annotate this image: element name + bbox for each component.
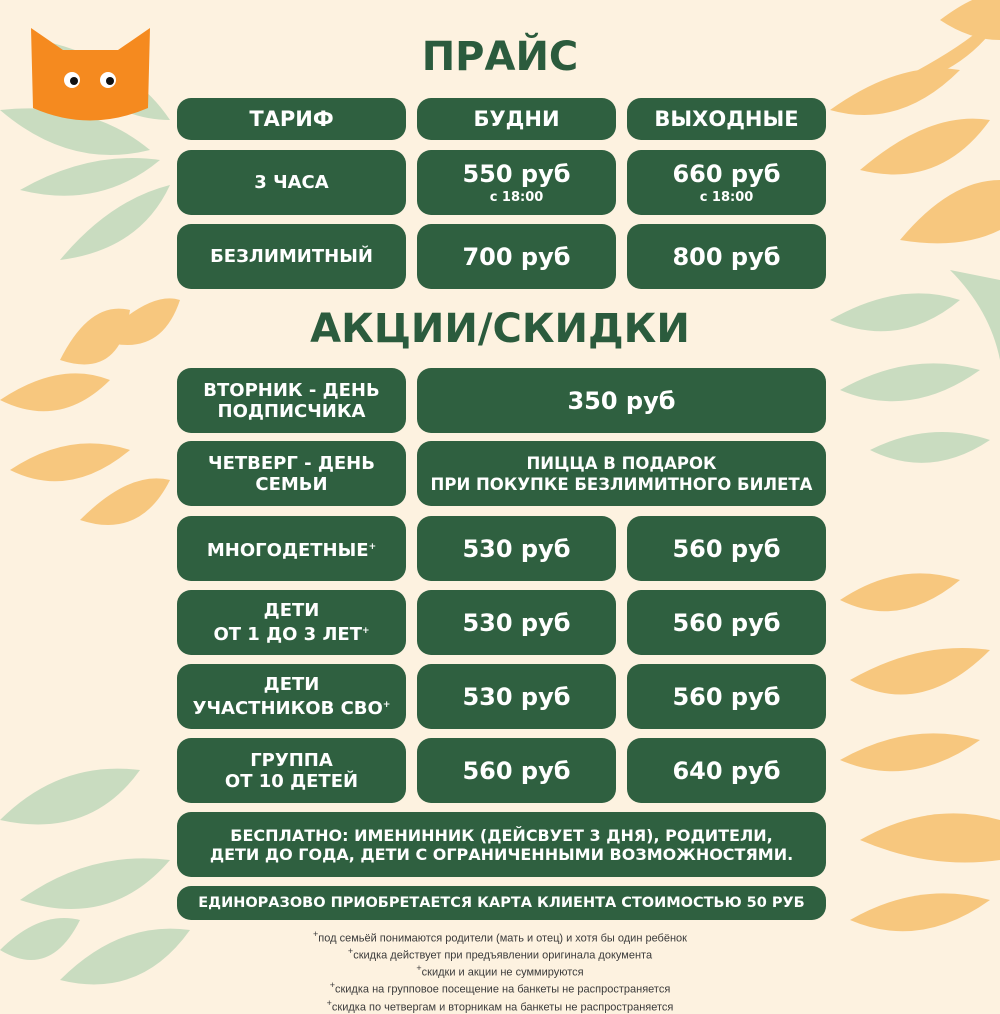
discount-svo-kids-weekend: 560 руб: [627, 664, 826, 729]
label-line: УЧАСТНИКОВ СВО+: [192, 698, 391, 719]
header-weekends: ВЫХОДНЫЕ: [627, 98, 826, 140]
label-line: ЧЕТВЕРГ - ДЕНЬ: [208, 452, 375, 474]
tariff-unlimited-weekend: 800 руб: [627, 224, 826, 289]
price-title: ПРАЙС: [421, 34, 579, 80]
value-line: ПРИ ПОКУПКЕ БЕЗЛИМИТНОГО БИЛЕТА: [430, 474, 813, 494]
label-line: ДЕТИ: [263, 674, 320, 695]
client-card-banner: ЕДИНОРАЗОВО ПРИОБРЕТАЕТСЯ КАРТА КЛИЕНТА СТОИМОСТЬЮ 50 РУБ: [177, 886, 826, 920]
discount-svo-kids-weekday: 530 руб: [417, 664, 616, 729]
discount-svo-kids-label: [177, 664, 406, 729]
label-line: ОТ 1 ДО 3 ЛЕТ+: [213, 624, 370, 645]
label-line: ВТОРНИК - ДЕНЬ: [203, 379, 380, 401]
footnote: +скидка по четвергам и вторникам на банкеты не распространяется: [326, 997, 674, 1014]
label-line: ПОДПИСЧИКА: [217, 400, 366, 422]
discount-kids-1-3-weekday: 530 руб: [417, 590, 616, 655]
promo-title: АКЦИИ/СКИДКИ: [310, 306, 690, 352]
tariff-unlimited-weekday: 700 руб: [417, 224, 616, 289]
footnotes: [0, 928, 1000, 1014]
tariff-3-hours-weekday: [417, 150, 616, 215]
tariff-unlimited-label: БЕЗЛИМИТНЫЙ: [177, 224, 406, 289]
free-entry-banner: [177, 812, 826, 877]
promo-thursday-value: [417, 441, 826, 506]
discount-group-weekday: 560 руб: [417, 738, 616, 803]
discount-group-label: [177, 738, 406, 803]
label-line: ГРУППА: [250, 749, 333, 771]
discount-group-weekend: 640 руб: [627, 738, 826, 803]
value-line: ПИЦЦА В ПОДАРОК: [526, 453, 717, 473]
promo-thursday-label: [177, 441, 406, 506]
price-note: с 18:00: [489, 190, 544, 205]
discount-kids-1-3-weekend: 560 руб: [627, 590, 826, 655]
discount-large-families-label: [177, 516, 406, 581]
label-line: СЕМЬИ: [255, 473, 328, 495]
label-line: МНОГОДЕТНЫЕ+: [206, 539, 377, 561]
promo-tuesday-label: [177, 368, 406, 433]
price-note: с 18:00: [699, 190, 754, 205]
footnote: +скидка на групповое посещение на банкеты не распространяется: [329, 980, 671, 997]
footnote: +скидки и акции не суммируются: [416, 963, 584, 979]
discount-kids-1-3-label: [177, 590, 406, 655]
free-line: БЕСПЛАТНО: ИМЕНИННИК (ДЕЙСВУЕТ 3 ДНЯ), РОДИТЕЛИ,: [230, 825, 773, 845]
tariff-3-hours-label: 3 ЧАСА: [177, 150, 406, 215]
label-line: ОТ 10 ДЕТЕЙ: [224, 770, 359, 792]
free-line: ДЕТИ ДО ГОДА, ДЕТИ С ОГРАНИЧЕННЫМИ ВОЗМОЖНОСТЯМИ.: [209, 844, 794, 864]
footnote: +скидка действует при предъявлении оригинала документа: [347, 946, 653, 962]
label-line: ДЕТИ: [263, 600, 320, 621]
header-tariff: ТАРИФ: [177, 98, 406, 140]
footnote: +под семьёй понимаются родители (мать и отец) и хотя бы один ребёнок: [313, 929, 687, 945]
discount-large-families-weekend: 560 руб: [627, 516, 826, 581]
header-weekdays: БУДНИ: [417, 98, 616, 140]
price: 660 руб: [672, 160, 781, 188]
discount-large-families-weekday: 530 руб: [417, 516, 616, 581]
tariff-3-hours-weekend: [627, 150, 826, 215]
promo-tuesday-value: 350 руб: [417, 368, 826, 433]
price: 550 руб: [462, 160, 571, 188]
